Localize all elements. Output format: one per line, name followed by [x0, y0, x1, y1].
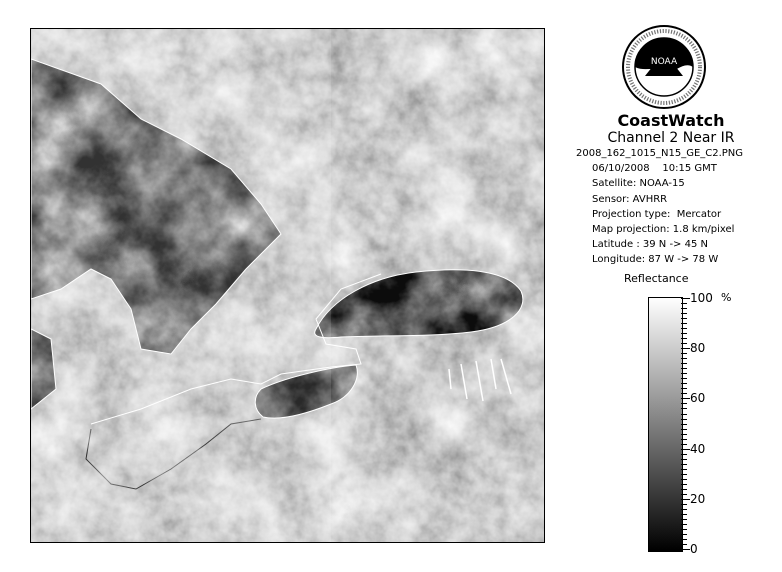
colorbar-tick-label: 80: [690, 341, 706, 356]
colorbar-tick: [681, 459, 687, 460]
colorbar-tick: [681, 343, 687, 344]
colorbar-tick-label: 100: [690, 291, 713, 305]
colorbar-tick: [681, 424, 687, 425]
colorbar-tick: [681, 449, 690, 450]
colorbar-tick: [681, 529, 687, 530]
sensor: Sensor: AVHRR: [592, 193, 668, 205]
colorbar-tick: [681, 519, 687, 520]
colorbar-tick: [681, 348, 690, 349]
colorbar-tick: [681, 524, 687, 525]
latitude: Latitude : 39 N -> 45 N: [592, 239, 708, 251]
colorbar-tick-label: 40: [690, 441, 706, 456]
colorbar-tick: [681, 549, 690, 550]
colorbar-tick: [681, 393, 687, 394]
metadata-block: [576, 146, 744, 268]
colorbar-tick: [681, 414, 687, 415]
colorbar-tick: [681, 358, 687, 359]
colorbar-tick: [681, 509, 687, 510]
colorbar-tick: [681, 403, 687, 404]
time: 10:15 GMT: [662, 163, 717, 175]
colorbar-label: Reflectance: [624, 272, 689, 285]
colorbar-tick-label: 60: [690, 391, 706, 406]
filename: 2008_162_1015_N15_GE_C2.PNG: [576, 148, 744, 159]
colorbar-tick: [681, 454, 687, 455]
colorbar-tick: [681, 504, 687, 505]
colorbar-tick: [681, 333, 687, 334]
colorbar-tick: [681, 499, 690, 500]
colorbar-tick: [681, 494, 687, 495]
colorbar-tick: [681, 484, 687, 485]
colorbar-tick: [681, 514, 687, 515]
colorbar-unit: %: [721, 291, 732, 304]
colorbar-tick: [681, 544, 687, 545]
colorbar-tick: [681, 298, 690, 299]
colorbar-tick: [681, 328, 687, 329]
colorbar-tick: [681, 313, 687, 314]
colorbar-tick: [681, 398, 690, 399]
longitude: Longitude: 87 W -> 78 W: [592, 254, 719, 266]
colorbar-tick: [681, 308, 687, 309]
colorbar-tick: [681, 373, 687, 374]
colorbar-tick: [681, 383, 687, 384]
colorbar-tick: [681, 539, 687, 540]
colorbar: [648, 297, 683, 552]
satellite-map: [30, 28, 545, 543]
colorbar-tick: [681, 419, 687, 420]
colorbar-tick-label: 0: [690, 542, 698, 556]
datetime: [592, 161, 743, 176]
colorbar-tick: [681, 434, 687, 435]
colorbar-tick: [681, 444, 687, 445]
colorbar-tick: [681, 534, 687, 535]
projection-type: Projection type: Mercator: [592, 208, 722, 220]
colorbar-tick: [681, 353, 687, 354]
date: 06/10/2008: [592, 163, 650, 175]
channel-title: Channel 2 Near IR: [607, 130, 735, 146]
colorbar-tick: [681, 479, 687, 480]
colorbar-tick: [681, 469, 687, 470]
colorbar-tick: [681, 318, 687, 319]
colorbar-tick: [681, 378, 687, 379]
colorbar-tick: [681, 368, 687, 369]
map-projection: Map projection: 1.8 km/pixel: [592, 224, 735, 236]
colorbar-tick: [681, 363, 687, 364]
colorbar-tick: [681, 474, 687, 475]
colorbar-tick: [681, 429, 687, 430]
colorbar-tick: [681, 408, 687, 409]
satellite: Satellite: NOAA-15: [592, 178, 685, 190]
colorbar-tick-label: 20: [690, 491, 706, 506]
logo-text: NOAA: [650, 57, 678, 67]
cloud-haze: [31, 29, 331, 542]
colorbar-tick: [681, 464, 687, 465]
map-image: [31, 29, 544, 542]
colorbar-tick: [681, 439, 687, 440]
colorbar-tick: [681, 489, 687, 490]
colorbar-tick: [681, 323, 687, 324]
colorbar-tick: [681, 388, 687, 389]
colorbar-tick: [681, 303, 687, 304]
brand-title: CoastWatch: [617, 111, 725, 130]
colorbar-tick: [681, 338, 687, 339]
noaa-logo: [621, 24, 707, 110]
